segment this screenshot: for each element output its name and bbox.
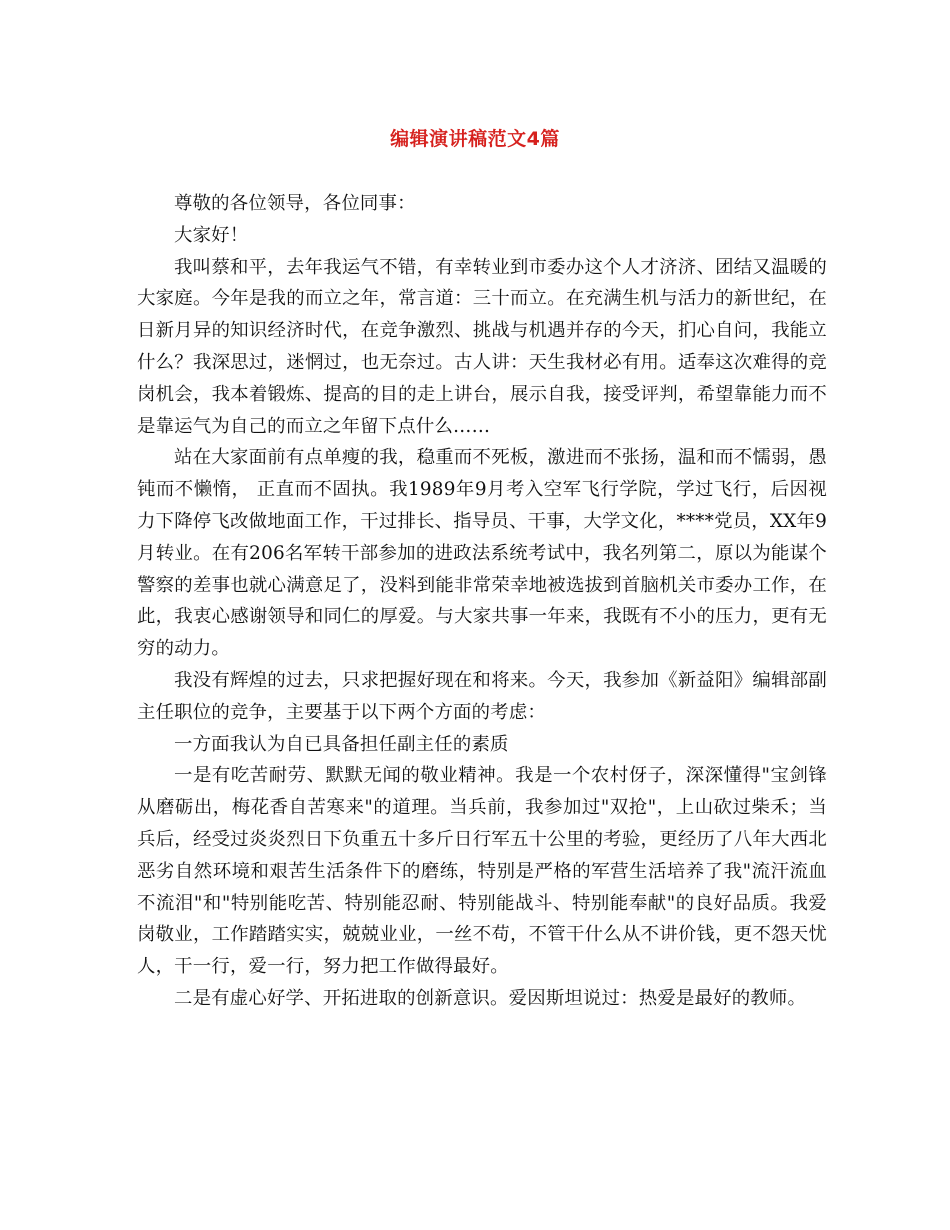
paragraph-point-two: 二是有虚心好学、开拓进取的创新意识。爱因斯坦说过：热爱是最好的教师。 bbox=[174, 987, 807, 1009]
paragraph-section-heading: 一方面我认为自已具备担任副主任的素质 bbox=[174, 733, 509, 755]
paragraph-motivation: 我没有辉煌的过去，只求把握好现在和将来。今天，我参加《新益阳》编辑部副主任职位的竞争，主要基于以下两个方面的考虑： bbox=[137, 669, 827, 723]
paragraph-salutation: 尊敬的各位领导，各位同事： bbox=[174, 193, 416, 214]
paragraph-point-one: 一是有吃苦耐劳、默默无闻的敬业精神。我是一个农村伢子，深深懂得"宝剑锋从磨砺出，梅花香自苦寒来"的道理。当兵前，我参加过"双抢"，上山砍过柴禾；当兵后，经受过炎炎烈日下负重五十多斤日行军五十公里的考验，更经历了八年大西北恶劣自然环境和艰苦生活条件下的磨练，特别是严格的军营生活培养了我"流汗流血不流泪"和"特别能吃苦、特别能忍耐、特别能战斗、特别能奉献"的良好品质。我爱岗敬业，工作踏踏实实，兢兢业业，一丝不苟，不管干什么从不讲价钱，更不怨天忧人，干一行，爱一行，努力把工作做得最好。 bbox=[137, 765, 827, 978]
paragraph-background: 站在大家面前有点单瘦的我，稳重而不死板，激进而不张扬，温和而不懦弱，愚钝而不懒惰， 正直而不固执。我1989年9月考入空军飞行学院，学过飞行，后因视力下降停飞改做地面工作，干过排长、指导员、干事，大学文化，****党员，XX年9月转业。在有206名军转干部参加的进政法系统考试中，我名列第二，原以为能谋个警察的差事也就心满意足了，没料到能非常荣幸地被选拔到首脑机关市委办工作，在此，我衷心感谢领导和同仁的厚爱。与大家共事一年来，我既有不小的压力，更有无穷的动力。 bbox=[137, 447, 827, 660]
document-body bbox=[137, 188, 827, 1015]
paragraph-greeting: 大家好！ bbox=[174, 224, 249, 246]
document-title: 编辑演讲稿范文4篇 bbox=[390, 128, 560, 150]
paragraph-introduction: 我叫蔡和平，去年我运气不错，有幸转业到市委办这个人才济济、团结又温暖的大家庭。今年是我的而立之年，常言道：三十而立。在充满生机与活力的新世纪，在日新月异的知识经济时代，在竞争激烈、挑战与机遇并存的今天，扪心自问，我能立什么？我深思过，迷惘过，也无奈过。古人讲：天生我材必有用。适奉这次难得的竞岗机会，我本着锻炼、提高的目的走上讲台，展示自我，接受评判，希望靠能力而不是靠运气为自己的而立之年留下点什么…… bbox=[137, 256, 827, 437]
